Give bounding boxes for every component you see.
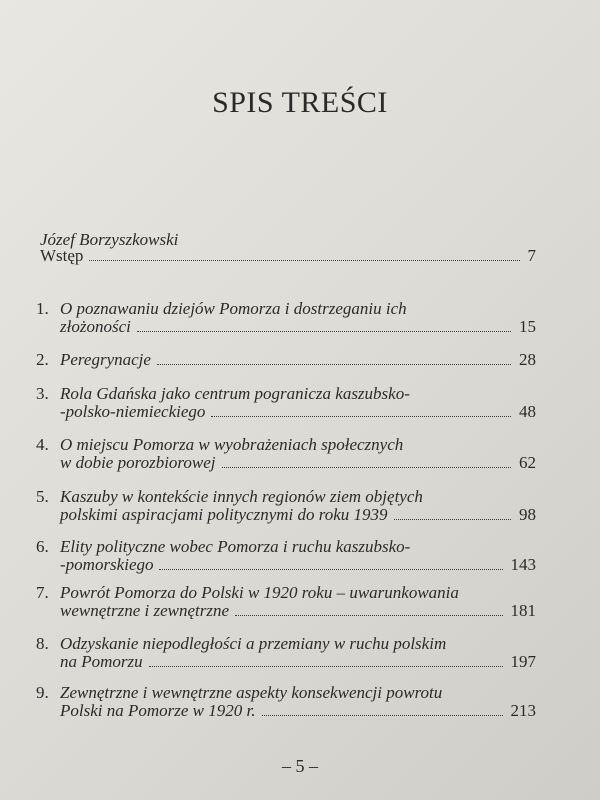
leader-dots	[262, 714, 503, 716]
entry-line1: Odzyskanie niepodległości a przemiany w ruchu polskim	[60, 634, 447, 653]
entry-line2: Peregrynacje 28	[60, 350, 536, 369]
entry-line1: Powrót Pomorza do Polski w 1920 roku – uwarunkowania	[60, 583, 459, 602]
intro-page: 7	[527, 246, 536, 265]
entry-page: 48	[519, 402, 536, 421]
intro-author: Józef Borzyszkowski	[40, 230, 179, 249]
entry-line2: Polski na Pomorze w 1920 r. 213	[60, 701, 536, 720]
entry-page: 197	[510, 652, 536, 671]
entry-page: 181	[510, 601, 536, 620]
entry-line1: O poznawaniu dziejów Pomorza i dostrzeganiu ich	[60, 299, 407, 318]
entry-number: 9.	[36, 683, 49, 702]
entry-page: 62	[519, 453, 536, 472]
entry-line2: w dobie porozbiorowej 62	[60, 453, 536, 472]
entry-line2: -pomorskiego 143	[60, 555, 536, 574]
leader-dots	[157, 363, 511, 365]
entry-line2: -polsko-niemieckiego 48	[60, 402, 536, 421]
entry-line1: Zewnętrzne i wewnętrzne aspekty konsekwencji powrotu	[60, 683, 443, 702]
entry-line1: Rola Gdańska jako centrum pogranicza kaszubsko-	[60, 384, 410, 403]
entry-page: 98	[519, 505, 536, 524]
entry-page: 143	[510, 555, 536, 574]
intro-label: Wstęp	[40, 246, 84, 265]
entry-page: 28	[519, 350, 536, 369]
entry-number: 6.	[36, 537, 49, 556]
entry-line2: złożoności 15	[60, 317, 536, 336]
entry-line1: O miejscu Pomorza w wyobrażeniach społecznych	[60, 435, 404, 454]
entry-page: 213	[510, 701, 536, 720]
entry-number: 8.	[36, 634, 49, 653]
leader-dots	[211, 415, 511, 417]
entry-number: 5.	[36, 487, 49, 506]
page-number: – 5 –	[282, 756, 318, 776]
entry-page: 15	[519, 317, 536, 336]
leader-dots	[235, 614, 502, 616]
leader-dots	[159, 568, 502, 570]
entry-number: 7.	[36, 583, 49, 602]
entry-line2: wewnętrzne i zewnętrzne 181	[60, 601, 536, 620]
leader-dots	[222, 466, 511, 468]
leader-dots	[394, 518, 511, 520]
entry-line2: polskimi aspiracjami politycznymi do roku 1939 98	[60, 505, 536, 524]
leader-dots	[89, 259, 519, 261]
intro-line	[40, 246, 536, 266]
entry-line1: Elity polityczne wobec Pomorza i ruchu kaszubsko-	[60, 537, 411, 556]
entry-number: 1.	[36, 299, 49, 318]
entry-line2: na Pomorzu 197	[60, 652, 536, 671]
leader-dots	[137, 330, 511, 332]
leader-dots	[149, 665, 503, 667]
entry-line1: Kaszuby w kontekście innych regionów ziem objętych	[60, 487, 423, 506]
entry-number: 3.	[36, 384, 49, 403]
entry-number: 4.	[36, 435, 49, 454]
page-title: SPIS TREŚCI	[212, 86, 388, 119]
entry-number: 2.	[36, 350, 49, 369]
